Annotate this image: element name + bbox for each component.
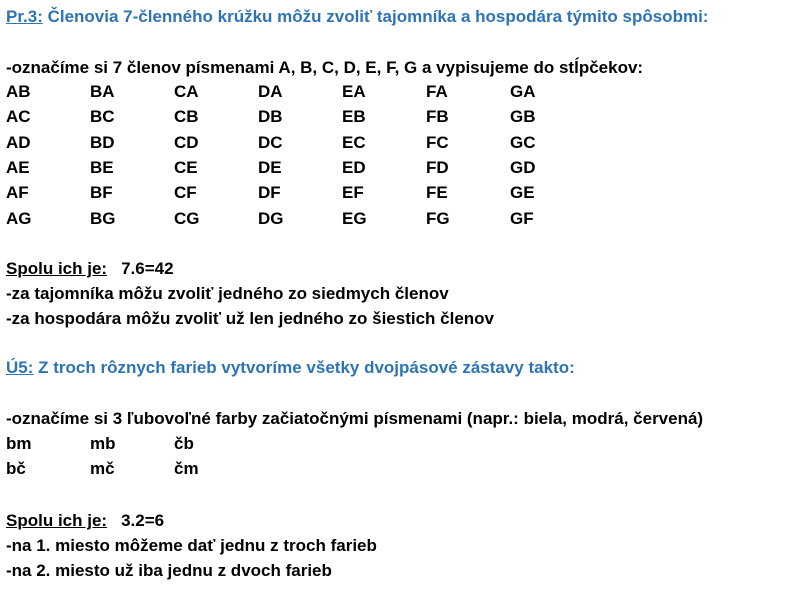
pair-cell: DE xyxy=(258,157,282,177)
pair-cell: FD xyxy=(426,157,449,177)
section2-intro: -označíme si 3 ľubovoľné farby začiatočnými písmenami (napr.: biela, modrá, červená) xyxy=(6,409,704,428)
pair-cell: CD xyxy=(174,132,199,152)
pair-cell: bm xyxy=(6,434,32,453)
pair-cell: ED xyxy=(342,157,366,177)
pair-cell: DC xyxy=(258,132,283,152)
section2-note2: -na 2. miesto už iba jednu z dvoch farieb xyxy=(6,561,332,580)
pair-cell: AE xyxy=(6,157,30,177)
section2-heading xyxy=(6,357,575,379)
pair-cell: EC xyxy=(342,132,366,152)
section1-heading xyxy=(6,6,708,28)
pair-cell: čb xyxy=(174,434,194,453)
pair-cell: CG xyxy=(174,208,200,228)
section1-title: Členovia 7-členného krúžku môžu zvoliť tajomníka a hospodára týmito spôsobmi: xyxy=(42,7,709,26)
pair-cell: DF xyxy=(258,183,281,203)
pair-cell: FC xyxy=(426,132,449,152)
pair-cell: EA xyxy=(342,82,366,101)
pair-cell: AG xyxy=(6,208,32,228)
pair-cell: BE xyxy=(90,157,114,177)
pair-cell: GB xyxy=(510,107,536,127)
pair-cell: AD xyxy=(6,132,31,152)
section2-label: Ú5: xyxy=(6,358,34,377)
pair-cell: AC xyxy=(6,107,31,127)
pair-cell: EF xyxy=(342,183,364,203)
pair-cell: mb xyxy=(90,434,116,453)
section2-title: Z troch rôznych farieb vytvoríme všetky dvojpásové zástavy takto: xyxy=(33,358,575,377)
pair-cell: BD xyxy=(90,132,115,152)
pair-cell: CE xyxy=(174,157,198,177)
pair-cell: AF xyxy=(6,183,29,203)
pair-cell: CB xyxy=(174,107,199,127)
pair-cell: BC xyxy=(90,107,115,127)
section1-total-label: Spolu ich je: xyxy=(6,259,108,278)
pair-cell: GE xyxy=(510,183,535,203)
pair-cell: čm xyxy=(174,459,199,478)
pair-cell: BG xyxy=(90,208,116,228)
pair-cell: FB xyxy=(426,107,449,127)
section1-total xyxy=(6,258,174,280)
pair-cell: GA xyxy=(510,82,536,101)
pair-cell: CA xyxy=(174,82,199,101)
section2-note1: -na 1. miesto môžeme dať jednu z troch farieb xyxy=(6,536,377,555)
pair-cell: FG xyxy=(426,208,450,228)
section2-total xyxy=(6,510,164,532)
section1-note2: -za hospodára môžu zvoliť už len jedného zo šiestich členov xyxy=(6,309,495,328)
section1-label: Pr.3: xyxy=(6,7,43,26)
pair-cell: EB xyxy=(342,107,366,127)
pair-cell: GC xyxy=(510,132,536,152)
section1-note1: -za tajomníka môžu zvoliť jedného zo siedmych členov xyxy=(6,284,449,303)
pair-cell: AB xyxy=(6,82,31,101)
section2-total-value: 3.2=6 xyxy=(121,511,165,530)
pair-cell: FE xyxy=(426,183,448,203)
section2-total-label: Spolu ich je: xyxy=(6,511,108,530)
pair-cell: BF xyxy=(90,183,113,203)
section1-total-value: 7.6=42 xyxy=(121,259,174,278)
pair-cell: DG xyxy=(258,208,284,228)
pair-cell: GF xyxy=(510,208,534,228)
section1-intro: -označíme si 7 členov písmenami A, B, C, D, E, F, G a vypisujeme do stĺpčekov: xyxy=(6,58,644,77)
pair-cell: bč xyxy=(6,459,26,478)
pair-cell: mč xyxy=(90,459,115,478)
pair-cell: EG xyxy=(342,208,367,228)
pair-cell: FA xyxy=(426,82,448,101)
pair-cell: DB xyxy=(258,107,283,127)
pair-cell: BA xyxy=(90,82,115,101)
pair-cell: DA xyxy=(258,82,283,101)
pair-cell: GD xyxy=(510,157,536,177)
pair-cell: CF xyxy=(174,183,197,203)
